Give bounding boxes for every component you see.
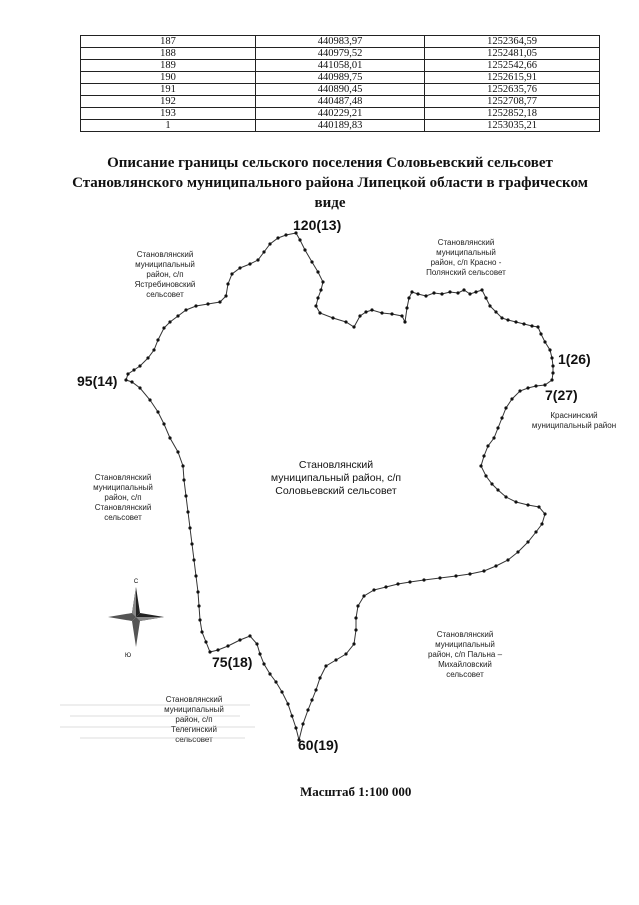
- boundary-vertex: [496, 426, 499, 429]
- boundary-vertex: [490, 482, 493, 485]
- boundary-vertex: [482, 569, 485, 572]
- boundary-vertex: [494, 564, 497, 567]
- boundary-vertex: [196, 590, 199, 593]
- boundary-vertex: [543, 512, 546, 515]
- boundary-vertex: [494, 310, 497, 313]
- point-label-95: 95(14): [77, 373, 118, 389]
- boundary-vertex: [314, 688, 317, 691]
- boundary-vertex: [216, 648, 219, 651]
- y-coordinate-cell: 1252615,91: [425, 72, 600, 84]
- boundary-vertex: [500, 316, 503, 319]
- y-coordinate-cell: 1252852,18: [425, 108, 600, 120]
- boundary-vertex: [126, 372, 129, 375]
- x-coordinate-cell: 440229,21: [256, 108, 425, 120]
- boundary-vertex: [344, 652, 347, 655]
- boundary-vertex: [543, 340, 546, 343]
- neighbor-label-w: [93, 473, 153, 522]
- boundary-vertex: [316, 270, 319, 273]
- boundary-vertex: [124, 378, 127, 381]
- boundary-vertex: [218, 300, 221, 303]
- boundary-vertex: [352, 642, 355, 645]
- boundary-vertex: [184, 494, 187, 497]
- boundary-vertex: [482, 454, 485, 457]
- point-number-cell: 187: [81, 36, 256, 48]
- boundary-vertex: [262, 662, 265, 665]
- boundary-vertex: [432, 291, 435, 294]
- boundary-vertex: [255, 642, 258, 645]
- y-coordinate-cell: 1252708,77: [425, 96, 600, 108]
- boundary-vertex: [484, 474, 487, 477]
- point-number-cell: 189: [81, 60, 256, 72]
- boundary-vertex: [526, 503, 529, 506]
- y-coordinate-cell: 1252635,76: [425, 84, 600, 96]
- boundary-vertex: [486, 444, 489, 447]
- boundary-vertex: [551, 364, 554, 367]
- compass-rose-icon: [108, 579, 164, 659]
- neighbor-sw-line: муниципальный: [164, 705, 224, 714]
- boundary-vertex: [510, 397, 513, 400]
- y-coordinate-cell: 1252481,05: [425, 48, 600, 60]
- neighbor-sw-line: Телегинский: [171, 725, 217, 734]
- neighbor-se-line: Становлянский: [436, 630, 494, 639]
- boundary-vertex: [294, 726, 297, 729]
- boundary-vertex: [500, 416, 503, 419]
- boundary-vertex: [176, 314, 179, 317]
- boundary-vertex: [514, 320, 517, 323]
- boundary-vertex: [454, 574, 457, 577]
- boundary-vertex: [526, 540, 529, 543]
- boundary-vertex: [303, 248, 306, 251]
- boundary-vertex: [372, 588, 375, 591]
- boundary-vertex: [318, 676, 321, 679]
- point-number-cell: 188: [81, 48, 256, 60]
- boundary-vertex: [194, 574, 197, 577]
- boundary-vertex: [224, 294, 227, 297]
- boundary-vertex: [316, 296, 319, 299]
- neighbor-label-nw: [135, 250, 196, 299]
- scan-noise: [60, 705, 255, 738]
- neighbor-ne-line: Полянский сельсовет: [426, 268, 506, 277]
- boundary-vertex: [424, 294, 427, 297]
- boundary-vertex: [506, 318, 509, 321]
- center-label-line-1: Становлянский: [298, 459, 374, 471]
- boundary-vertex: [268, 672, 271, 675]
- boundary-vertex: [268, 242, 271, 245]
- boundary-vertex: [276, 236, 279, 239]
- center-label-line-3: Соловьевский сельсовет: [275, 485, 397, 497]
- neighbor-nw-line: сельсовет: [146, 290, 184, 299]
- boundary-vertex: [550, 356, 553, 359]
- boundary-vertex: [248, 634, 251, 637]
- boundary-vertex: [358, 314, 361, 317]
- boundary-vertex: [384, 585, 387, 588]
- boundary-vertex: [334, 658, 337, 661]
- boundary-vertex: [148, 398, 151, 401]
- boundary-vertex: [440, 292, 443, 295]
- boundary-vertex: [536, 325, 539, 328]
- boundary-vertex: [194, 304, 197, 307]
- center-label: [271, 459, 401, 497]
- boundary-vertex: [321, 280, 324, 283]
- boundary-vertex: [526, 386, 529, 389]
- boundary-vertex: [146, 356, 149, 359]
- boundary-vertex: [156, 410, 159, 413]
- boundary-vertex: [197, 604, 200, 607]
- boundary-vertex: [184, 308, 187, 311]
- boundary-vertex: [516, 550, 519, 553]
- boundary-vertex: [548, 348, 551, 351]
- boundary-vertex: [226, 282, 229, 285]
- boundary-vertex: [274, 680, 277, 683]
- x-coordinate-cell: 440989,75: [256, 72, 425, 84]
- y-coordinate-cell: 1252542,66: [425, 60, 600, 72]
- boundary-vertex: [514, 500, 517, 503]
- boundary-vertex: [468, 572, 471, 575]
- neighbor-ne-line: Становлянский: [437, 238, 495, 247]
- boundary-vertex: [380, 311, 383, 314]
- neighbor-nw-line: муниципальный: [135, 260, 195, 269]
- boundary-vertex: [190, 542, 193, 545]
- boundary-vertex: [518, 389, 521, 392]
- neighbor-se-line: Михайловский: [438, 660, 492, 669]
- boundary-vertex: [186, 510, 189, 513]
- point-number-cell: 191: [81, 84, 256, 96]
- x-coordinate-cell: 440189,83: [256, 120, 425, 132]
- boundary-vertex: [403, 320, 406, 323]
- boundary-vertex: [206, 302, 209, 305]
- point-number-cell: 1: [81, 120, 256, 132]
- neighbor-nw-line: район, с/п: [146, 270, 184, 279]
- point-label-120: 120(13): [293, 217, 342, 233]
- boundary-vertex: [182, 478, 185, 481]
- point-number-cell: 192: [81, 96, 256, 108]
- boundary-vertex: [364, 310, 367, 313]
- boundary-vertex: [138, 364, 141, 367]
- boundary-vertex: [468, 292, 471, 295]
- boundary-vertex: [530, 324, 533, 327]
- neighbor-e-line: муниципальный район: [531, 421, 617, 430]
- boundary-vertex: [262, 250, 265, 253]
- map-scale: Масштаб 1:100 000: [300, 784, 412, 799]
- boundary-vertex: [448, 290, 451, 293]
- boundary-vertex: [496, 488, 499, 491]
- neighbor-w-line: сельсовет: [104, 513, 142, 522]
- boundary-vertex: [462, 288, 465, 291]
- boundary-vertex: [318, 311, 321, 314]
- center-label-line-2: муниципальный район, с/п: [270, 472, 402, 484]
- boundary-vertex: [400, 314, 403, 317]
- boundary-vertex: [324, 664, 327, 667]
- neighbor-label-sw: [164, 695, 224, 744]
- boundary-vertex: [230, 272, 233, 275]
- boundary-vertex: [280, 690, 283, 693]
- neighbor-w-line: муниципальный: [93, 483, 153, 492]
- boundary-vertex: [534, 384, 537, 387]
- boundary-vertex: [356, 604, 359, 607]
- boundary-vertex: [162, 326, 165, 329]
- boundary-vertex: [188, 526, 191, 529]
- boundary-vertex: [192, 558, 195, 561]
- boundary-vertex: [181, 464, 184, 467]
- boundary-vertex: [488, 304, 491, 307]
- boundary-vertex: [504, 406, 507, 409]
- boundary-vertex: [310, 260, 313, 263]
- point-label-7: 7(27): [545, 387, 578, 403]
- boundary-vertex: [130, 380, 133, 383]
- boundary-vertex: [534, 530, 537, 533]
- boundary-vertex: [132, 368, 135, 371]
- neighbor-e-line: Краснинский: [550, 411, 598, 420]
- boundary-vertex: [248, 262, 251, 265]
- boundary-vertex: [416, 292, 419, 295]
- title-line-1: Описание границы сельского поселения Соловьевский сельсовет: [107, 155, 553, 171]
- x-coordinate-cell: 440487,48: [256, 96, 425, 108]
- point-label-75: 75(18): [212, 654, 253, 670]
- compass-north-label: С: [133, 579, 139, 585]
- boundary-vertex: [539, 332, 542, 335]
- boundary-vertex: [314, 304, 317, 307]
- neighbor-ne-line: муниципальный: [436, 248, 496, 257]
- neighbor-w-line: Становлянский: [94, 503, 152, 512]
- neighbor-se-line: район, с/п Пальна –: [427, 650, 503, 659]
- neighbor-se-line: муниципальный: [435, 640, 495, 649]
- title-line-3: виде: [314, 195, 346, 211]
- boundary-vertex: [522, 322, 525, 325]
- neighbor-label-ne: [426, 238, 506, 277]
- boundary-vertex: [198, 618, 201, 621]
- neighbor-w-line: Становлянский: [94, 473, 152, 482]
- boundary-vertex: [138, 386, 141, 389]
- boundary-vertex: [310, 698, 313, 701]
- boundary-vertex: [396, 582, 399, 585]
- boundary-vertex: [407, 296, 410, 299]
- boundary-vertex: [438, 576, 441, 579]
- neighbor-label-e: [532, 411, 616, 430]
- boundary-vertex: [506, 558, 509, 561]
- neighbor-nw-line: Ястребиновский: [134, 280, 196, 289]
- neighbor-nw-line: Становлянский: [136, 250, 194, 259]
- boundary-vertex: [200, 630, 203, 633]
- boundary-vertex: [286, 702, 289, 705]
- boundary-vertex: [319, 288, 322, 291]
- compass-south-label: Ю: [124, 653, 132, 659]
- point-number-cell: 190: [81, 72, 256, 84]
- boundary-vertex: [284, 233, 287, 236]
- boundary-vertex: [410, 290, 413, 293]
- boundary-vertex: [152, 348, 155, 351]
- neighbor-sw-line: сельсовет: [175, 735, 213, 744]
- boundary-vertex: [306, 708, 309, 711]
- boundary-vertex: [344, 320, 347, 323]
- boundary-vertex: [362, 594, 365, 597]
- y-coordinate-cell: 1253035,21: [425, 120, 600, 132]
- x-coordinate-cell: 440890,45: [256, 84, 425, 96]
- boundary-vertex: [390, 312, 393, 315]
- boundary-vertex: [352, 325, 355, 328]
- boundary-vertex: [168, 436, 171, 439]
- neighbor-sw-line: Становлянский: [165, 695, 223, 704]
- boundary-vertex: [456, 291, 459, 294]
- boundary-vertex: [256, 258, 259, 261]
- boundary-vertex: [474, 290, 477, 293]
- boundary-vertex: [162, 422, 165, 425]
- point-number-cell: 193: [81, 108, 256, 120]
- boundary-vertex: [258, 652, 261, 655]
- boundary-vertex: [492, 436, 495, 439]
- boundary-vertex: [370, 308, 373, 311]
- boundary-vertex: [156, 338, 159, 341]
- boundary-vertex: [550, 378, 553, 381]
- boundary-vertex: [290, 714, 293, 717]
- boundary-vertex: [331, 316, 334, 319]
- neighbor-ne-line: район, с/п Красно -: [430, 258, 502, 267]
- boundary-vertex: [204, 640, 207, 643]
- y-coordinate-cell: 1252364,59: [425, 36, 600, 48]
- boundary-vertex: [540, 522, 543, 525]
- boundary-vertex: [301, 722, 304, 725]
- boundary-vertex: [537, 505, 540, 508]
- boundary-vertex: [168, 320, 171, 323]
- neighbor-w-line: район, с/п: [104, 493, 142, 502]
- boundary-vertex: [484, 296, 487, 299]
- boundary-vertex: [176, 450, 179, 453]
- boundary-vertex: [504, 495, 507, 498]
- neighbor-sw-line: район, с/п: [175, 715, 213, 724]
- x-coordinate-cell: 440983,97: [256, 36, 425, 48]
- boundary-vertex: [479, 464, 482, 467]
- boundary-vertex: [238, 638, 241, 641]
- title-line-2: Становлянского муниципального района Липецкой области в графическом: [72, 175, 588, 191]
- x-coordinate-cell: 441058,01: [256, 60, 425, 72]
- x-coordinate-cell: 440979,52: [256, 48, 425, 60]
- boundary-vertex: [405, 306, 408, 309]
- point-label-1: 1(26): [558, 351, 591, 367]
- boundary-vertex: [408, 580, 411, 583]
- neighbor-label-se: [428, 630, 503, 679]
- boundary-vertex: [422, 578, 425, 581]
- neighbor-se-line: сельсовет: [446, 670, 484, 679]
- boundary-vertex: [298, 238, 301, 241]
- boundary-vertex: [480, 288, 483, 291]
- point-label-60: 60(19): [298, 737, 339, 753]
- boundary-vertex: [354, 628, 357, 631]
- boundary-vertex: [226, 644, 229, 647]
- boundary-vertex: [238, 266, 241, 269]
- boundary-vertex: [354, 616, 357, 619]
- boundary-vertex: [551, 371, 554, 374]
